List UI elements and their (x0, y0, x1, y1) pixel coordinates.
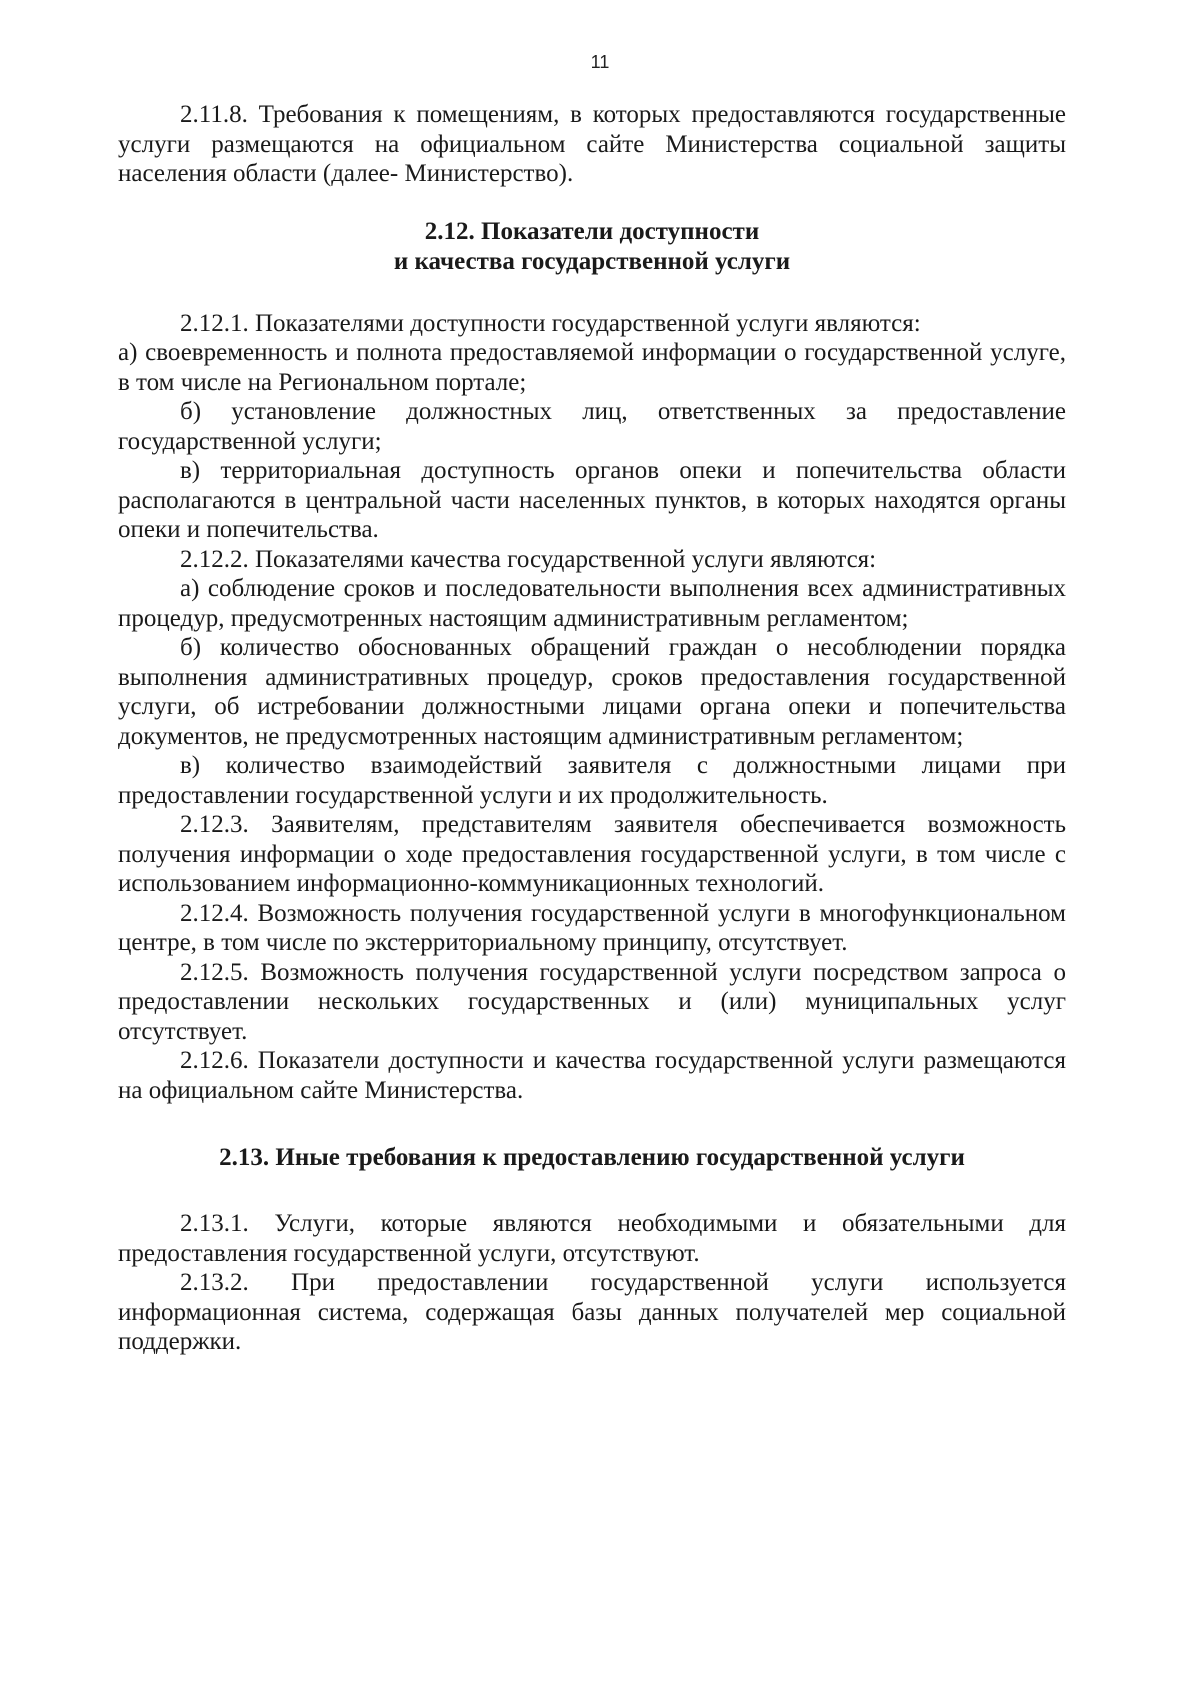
paragraph-2-12-1: 2.12.1. Показателями доступности государственной услуги являются: (180, 309, 921, 337)
list-item-2-12-1-b: б) установление должностных лиц, ответственных за предоставление государственной услуги; (118, 398, 1066, 455)
paragraph-2-11-8: 2.11.8. Требования к помещениям, в которых предоставляются государственные услуги размещаются на официальном сайте Министерства социальной защиты населения области (далее- Министерство). (118, 101, 1066, 187)
list-item-2-12-2-c: в) количество взаимодействий заявителя с должностными лицами при предоставлении государственной услуги и их продолжительность. (118, 752, 1066, 809)
section-heading-2-13: 2.13. Иные требования к предоставлению государственной услуги (219, 1144, 965, 1171)
section-heading-2-12 (118, 217, 1066, 277)
paragraph-2-12-3: 2.12.3. Заявителям, представителям заявителя обеспечивается возможность получения информации о ходе предоставления государственной услуги, в том числе с использованием информационно-коммуникационных технологий. (118, 811, 1066, 897)
paragraph-2-12-6: 2.12.6. Показатели доступности и качества государственной услуги размещаются на официальном сайте Министерства. (118, 1047, 1066, 1104)
document-body (118, 100, 1066, 1357)
heading-line-1: 2.12. Показатели доступности (424, 217, 760, 245)
paragraph-2-12-5: 2.12.5. Возможность получения государственной услуги посредством запроса о предоставлении нескольких государственных и (или) муниципальных услуг отсутствует. (118, 958, 1066, 1045)
paragraph-2-13-2: 2.13.2. При предоставлении государственной услуги используется информационная система, содержащая базы данных получателей мер социальной поддержки. (118, 1269, 1066, 1355)
list-item-2-12-1-c: в) территориальная доступность органов опеки и попечительства области располагаются в центральной части населенных пунктов, в которых находятся органы опеки и попечительства. (118, 457, 1066, 543)
paragraph-2-12-2: 2.12.2. Показателями качества государственной услуги являются: (180, 545, 877, 573)
page-number: 11 (590, 52, 610, 72)
list-item-2-12-2-b: б) количество обоснованных обращений граждан о несоблюдении порядка выполнения административных процедур, сроков предоставления государственной услуги, об истребовании должностными лицами органа опеки и попечительства документов, не предусмотренных настоящим административным регламентом; (118, 634, 1066, 750)
list-item-2-12-2-a: а) соблюдение сроков и последовательности выполнения всех административных процедур, предусмотренных настоящим административным регламентом; (118, 575, 1066, 632)
list-item-2-12-1-a: а) своевременность и полнота предоставляемой информации о государственной услуге, в том числе на Региональном портале; (118, 339, 1066, 396)
heading-line-2: и качества государственной услуги (393, 247, 791, 275)
paragraph-2-13-1: 2.13.1. Услуги, которые являются необходимыми и обязательными для предоставления государственной услуги, отсутствуют. (118, 1210, 1066, 1267)
paragraph-2-12-4: 2.12.4. Возможность получения государственной услуги в многофункциональном центре, в том числе по экстерриториальному принципу, отсутствует. (118, 899, 1066, 956)
